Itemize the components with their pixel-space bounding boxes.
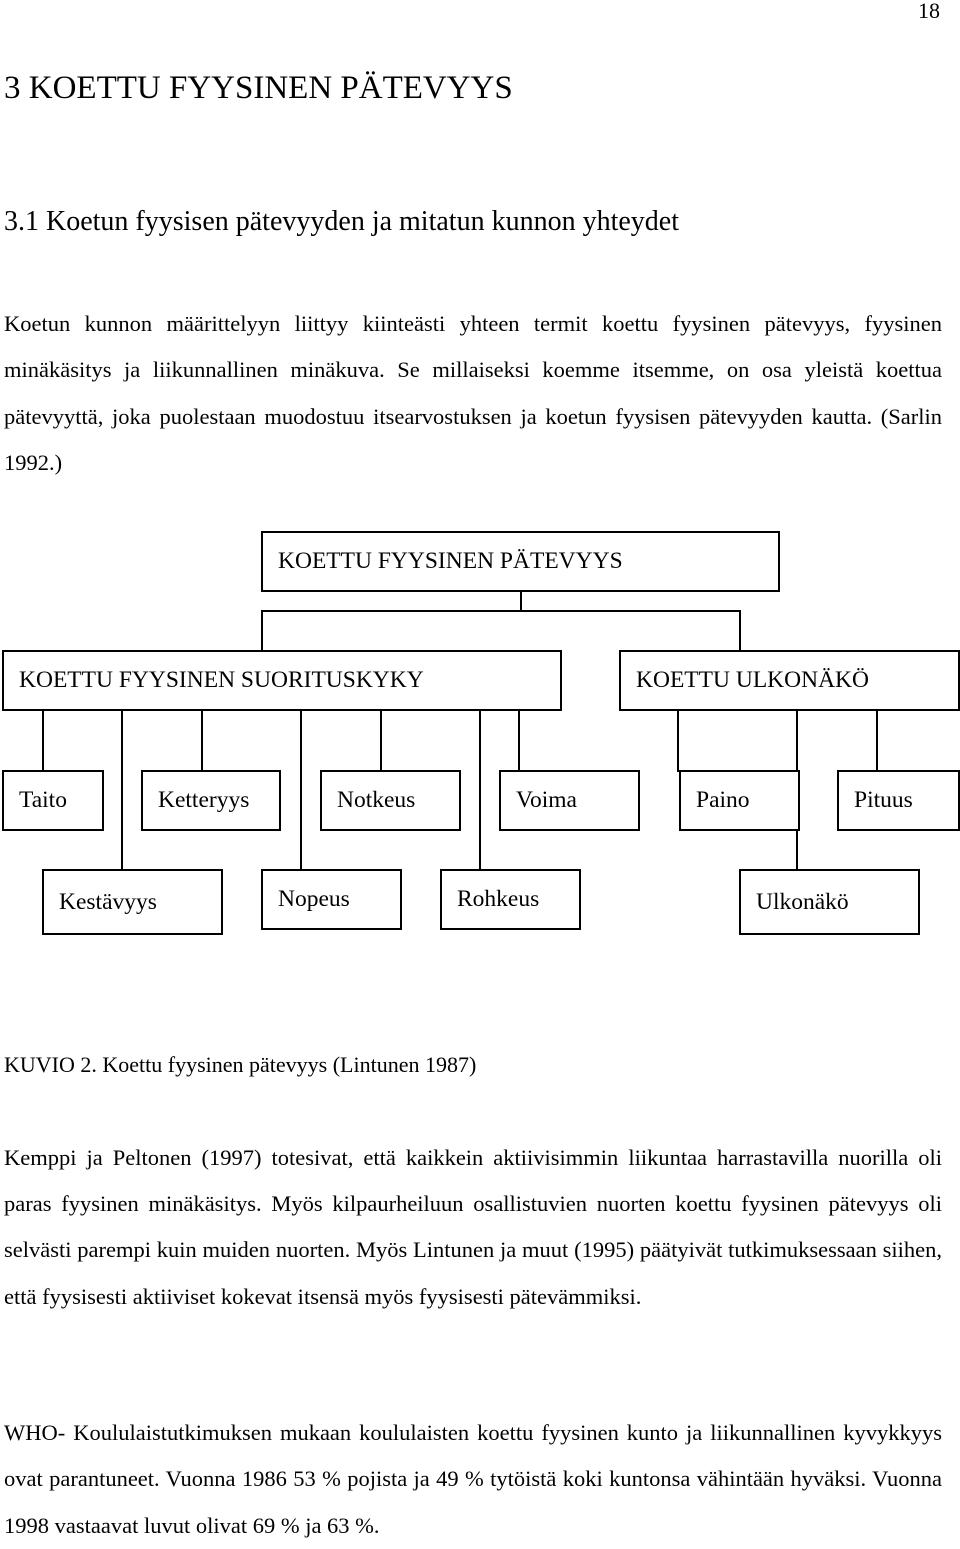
connector-voima <box>518 709 520 772</box>
figure-caption: KUVIO 2. Koettu fyysinen pätevyys (Lintunen 1987) <box>4 1052 477 1077</box>
connector-ketteryys <box>201 709 203 772</box>
box-pituus: Pituus <box>837 770 960 831</box>
box-paino: Paino <box>679 770 800 831</box>
box-root: KOETTU FYYSINEN PÄTEVYYS <box>261 531 780 592</box>
box-taito: Taito <box>2 770 104 831</box>
box-ulkonako: Ulkonäkö <box>739 869 920 935</box>
paragraph-kemppi: Kemppi ja Peltonen (1997) totesivat, että kaikkein aktiivisimmin liikuntaa harrastavilla nuorilla oli paras fyysinen minäkäsitys. Myös kilpaurheiluun osallistuvien nuorten koettu fyysinen pätevyys oli selvästi parempi kuin muiden nuorten. Myös Lintunen ja muut (1995) päätyivät tutkimuksessaan siihen, että fyysisesti aktiiviset kokevat itsensä myös fyysisesti pätevämmiksi. <box>4 1145 942 1309</box>
connector-notkeus <box>380 709 382 772</box>
box-kestavyys: Kestävyys <box>42 869 223 935</box>
paragraph-who: WHO- Koululaistutkimuksen mukaan koululaisten koettu fyysinen kunto ja liikunnallinen kyvykkyys ovat parantuneet. Vuonna 1986 53 % pojista ja 49 % tytöistä koki kuntonsa vähintään hyväksi. Vuonna 1998 vastaavat luvut olivat 69 % ja 63 %. <box>4 1420 942 1538</box>
connector-rohkeus <box>479 709 481 871</box>
connector-root-horizontal <box>261 610 741 612</box>
connector-paino <box>677 709 679 772</box>
box-ketteryys: Ketteryys <box>141 770 281 831</box>
paragraph-intro: Koetun kunnon määrittelyyn liittyy kiinteästi yhteen termit koettu fyysinen pätevyys, fyysinen minäkäsitys ja liikunnallinen minäkuva. Se millaiseksi koemme itsemme, on osa yleistä koettua pätevyyttä, joka puolestaan muodostuu itsearvostuksen ja koetun fyysisen pätevyyden kautta. (Sarlin 1992.) <box>4 311 942 476</box>
connector-kestavyys <box>121 709 123 871</box>
box-left-branch: KOETTU FYYSINEN SUORITUSKYKY <box>2 650 562 711</box>
box-rohkeus: Rohkeus <box>440 869 581 930</box>
connector-right-branch <box>739 610 741 652</box>
box-voima: Voima <box>499 770 640 831</box>
box-nopeus: Nopeus <box>261 869 402 930</box>
connector-root-down <box>520 590 522 612</box>
box-notkeus: Notkeus <box>320 770 461 831</box>
chapter-heading: 3 KOETTU FYYSINEN PÄTEVYYS <box>4 70 513 106</box>
connector-nopeus <box>300 709 302 871</box>
connector-taito <box>42 709 44 772</box>
section-heading: 3.1 Koetun fyysisen pätevyyden ja mitatun kunnon yhteydet <box>4 206 679 237</box>
page-number: 18 <box>918 0 940 23</box>
connector-left-branch <box>261 610 263 652</box>
connector-pituus <box>876 709 878 772</box>
box-right-branch: KOETTU ULKONÄKÖ <box>619 650 960 711</box>
